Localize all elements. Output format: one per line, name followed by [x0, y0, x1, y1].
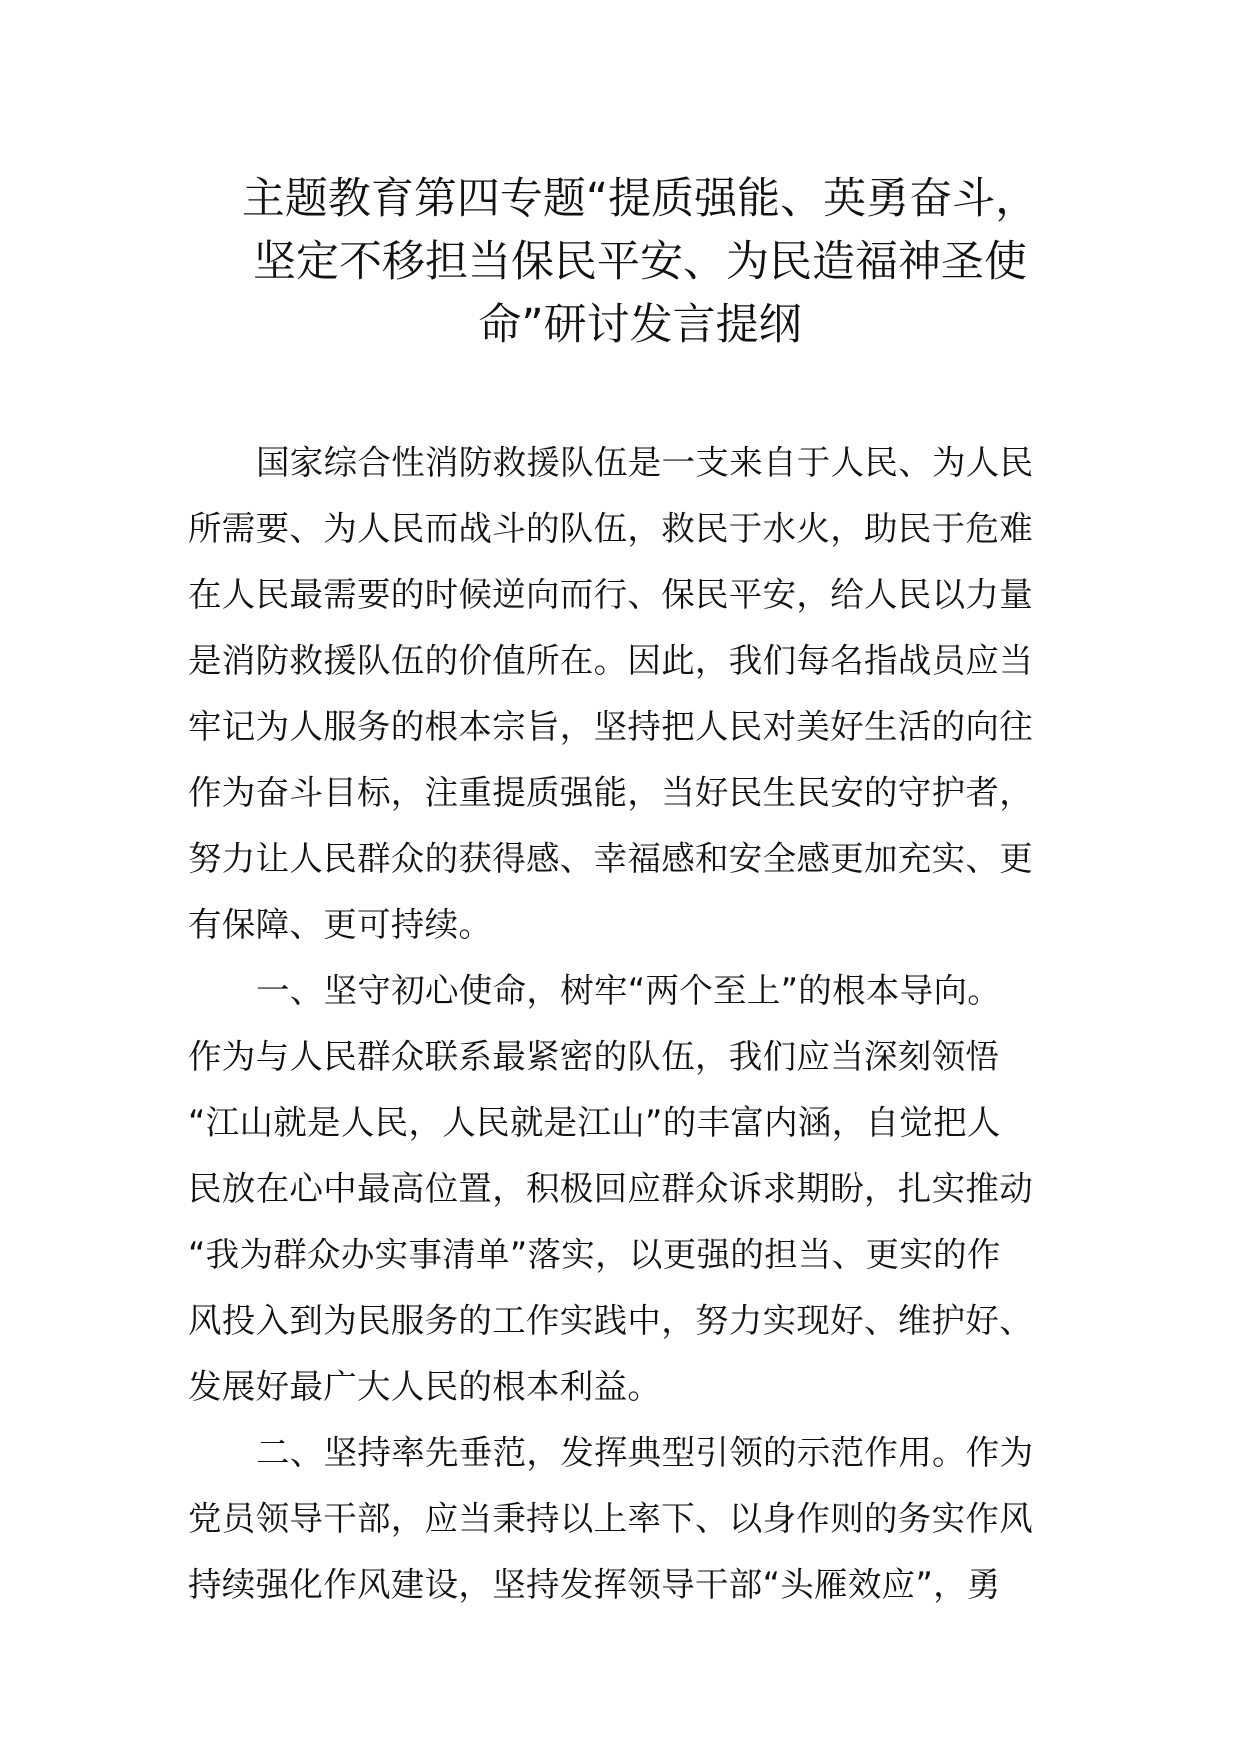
paragraph-one-line: 一、坚守初心使命，树牢“两个至上”的根本导向。	[256, 971, 1002, 1010]
paragraph-one-line: 风投入到为民服务的工作实践中，努力实现好、维护好、	[188, 1301, 1033, 1340]
paragraph-intro-line: 是消防救援队伍的价值所在。因此，我们每名指战员应当	[188, 641, 1033, 680]
paragraph-intro-line: 牢记为人服务的根本宗旨，坚持把人民对美好生活的向往	[188, 707, 1033, 746]
paragraph-one-line: 发展好最广大人民的根本利益。	[188, 1367, 662, 1406]
paragraph-two-line: 二、坚持率先垂范，发挥典型引领的示范作用。作为	[256, 1433, 1034, 1472]
paragraph-intro-line: 作为奋斗目标，注重提质强能，当好民生民安的守护者，	[188, 773, 1033, 812]
paragraph-one-line: 作为与人民群众联系最紧密的队伍，我们应当深刻领悟	[188, 1037, 1000, 1076]
title-line: 坚定不移担当保民平安、为民造福神圣使	[253, 237, 1027, 287]
paragraph-intro-line: 所需要、为人民而战斗的队伍，救民于水火，助民于危难	[188, 509, 1033, 548]
paragraph-intro-line: 有保障、更可持续。	[188, 905, 493, 944]
paragraph-two-line: 党员领导干部，应当秉持以上率下、以身作则的务实作风	[188, 1499, 1033, 1538]
paragraph-one-line: 民放在心中最高位置，积极回应群众诉求期盼，扎实推动	[188, 1169, 1033, 1208]
paragraph-one-line: “江山就是人民，人民就是江山”的丰富内涵，自觉把人	[188, 1103, 1001, 1142]
title-line: 命”研讨发言提纲	[478, 300, 802, 350]
paragraph-intro-line: 国家综合性消防救援队伍是一支来自于人民、为人民	[256, 443, 1034, 482]
document-title	[190, 168, 1090, 357]
paragraph-two-line: 持续强化作风建设，坚持发挥领导干部“头雁效应”，勇	[188, 1565, 1001, 1604]
document-body	[188, 430, 1068, 1618]
paragraph-one-line: “我为群众办实事清单”落实，以更强的担当、更实的作	[188, 1235, 1001, 1274]
paragraph-intro-line: 在人民最需要的时候逆向而行、保民平安，给人民以力量	[188, 575, 1033, 614]
title-line: 主题教育第四专题“提质强能、英勇奋斗，	[241, 174, 1039, 224]
paragraph-intro-line: 努力让人民群众的获得感、幸福感和安全感更加充实、更	[188, 839, 1033, 878]
